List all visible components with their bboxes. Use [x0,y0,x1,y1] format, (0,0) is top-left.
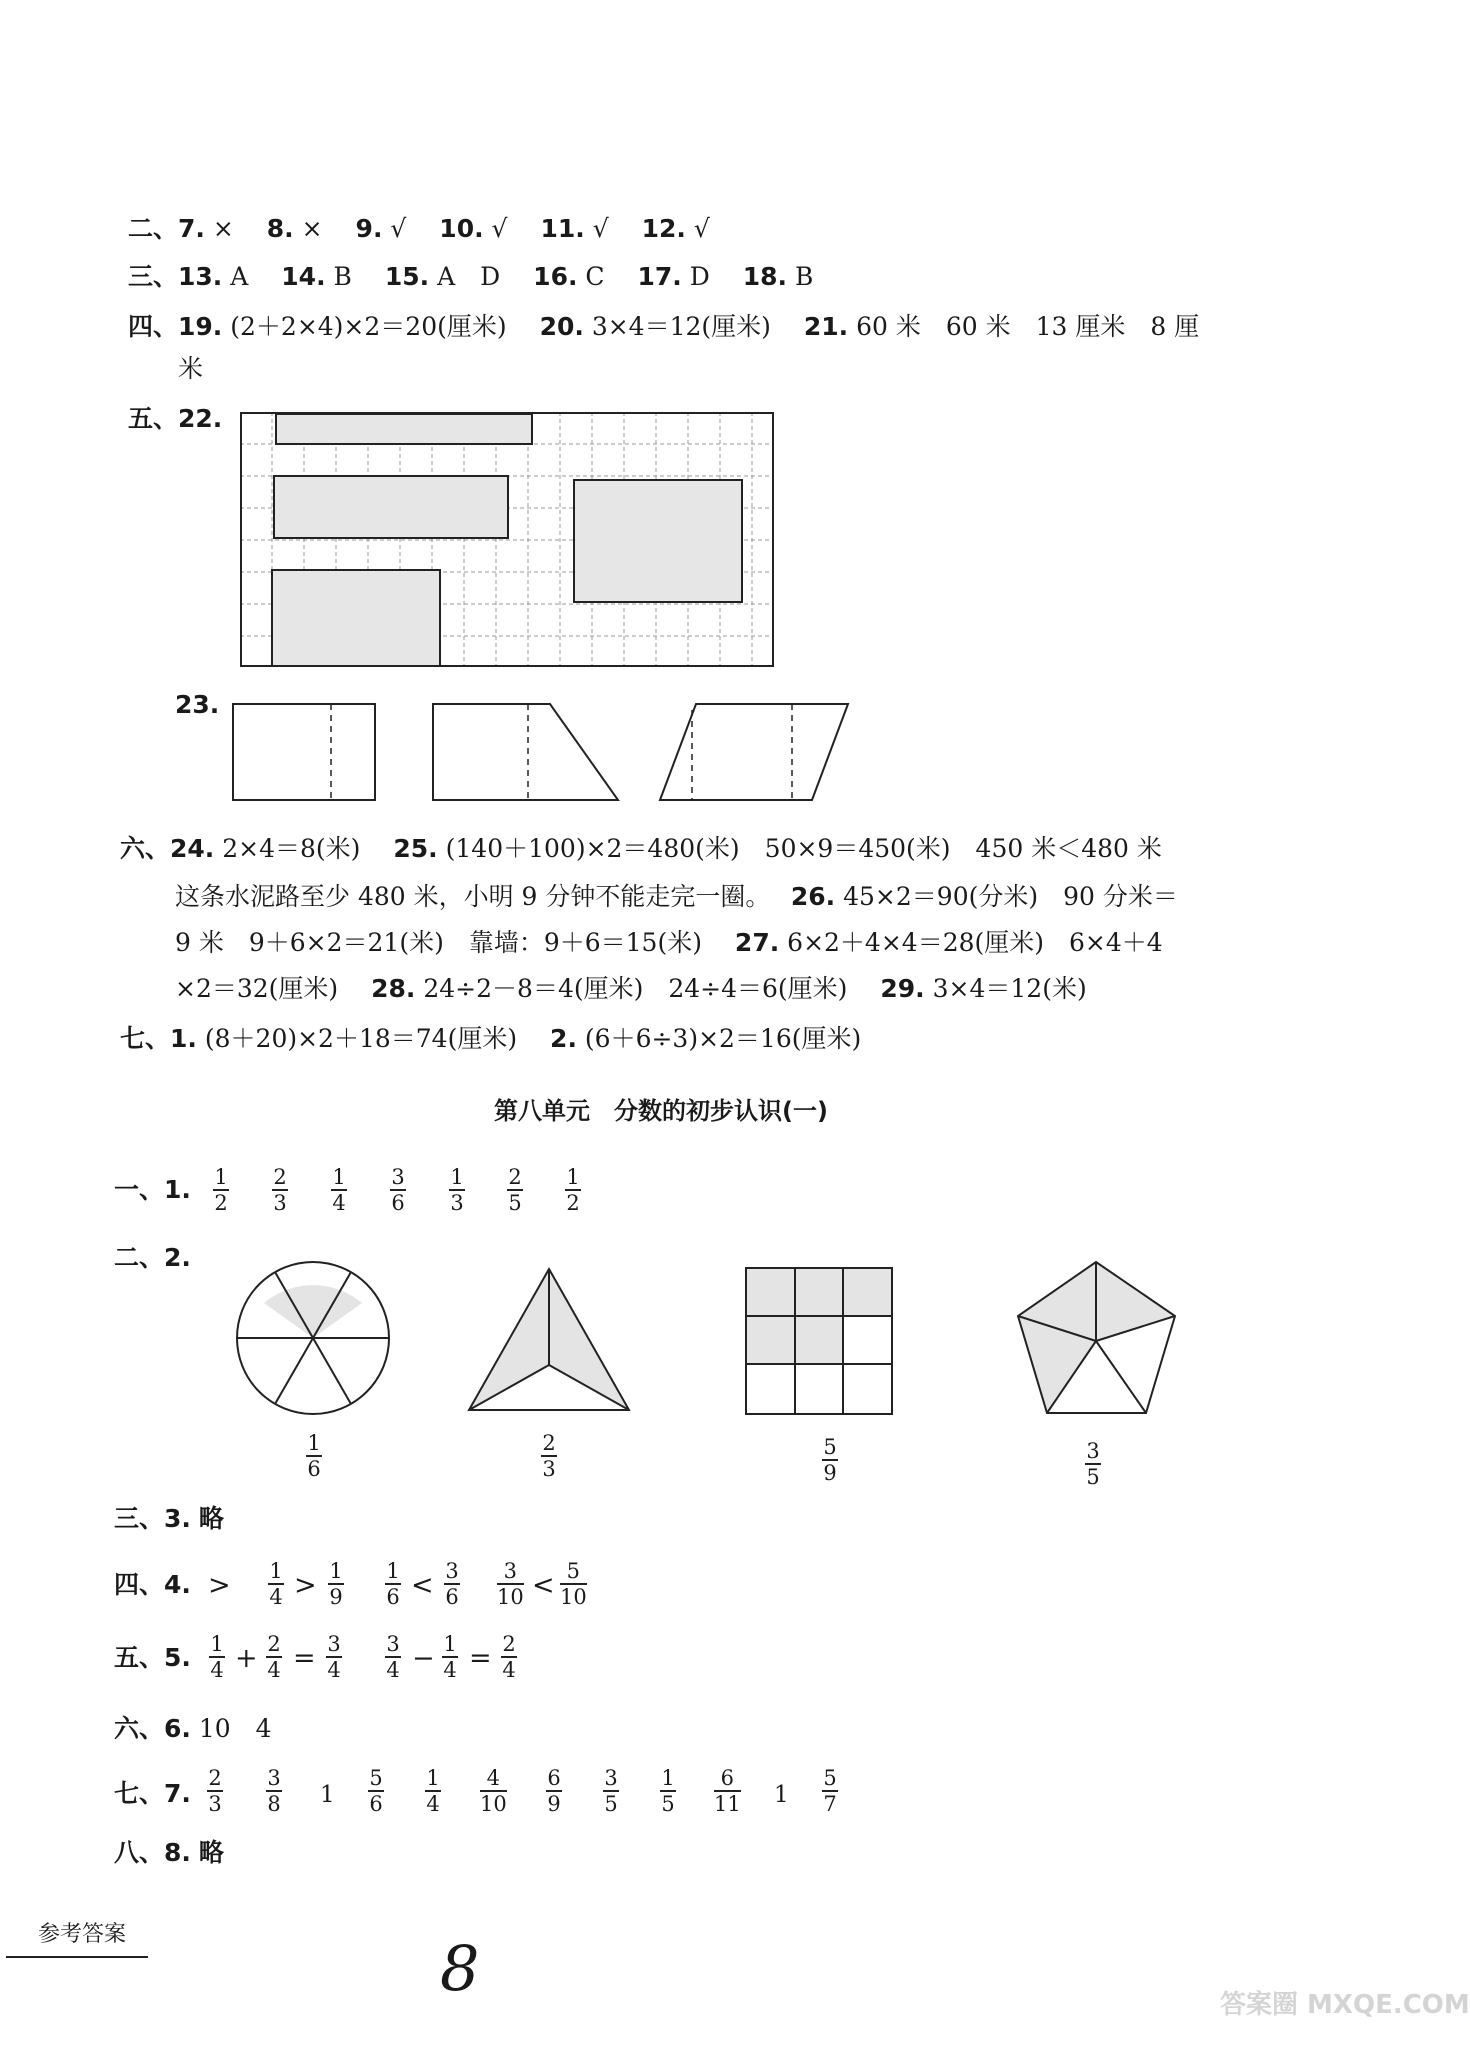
operator: = [469,1643,492,1674]
fraction: 1 4 [332,1165,346,1216]
answer-line-6-cont1 [175,882,1178,912]
comparison-sign: < [532,1570,555,1601]
question-number: 13. [178,262,223,291]
fraction: 1 3 [450,1165,464,1216]
lower-q7-label [114,1779,191,1809]
question-number: 12. [641,214,686,243]
answer: 米 [178,354,204,383]
question-number: 29. [880,974,925,1003]
question-number: 27. [734,928,780,957]
answer-line-4-cont [178,354,203,384]
triangle-two-thirds-figure [465,1265,635,1415]
question-number: 4. [164,1570,191,1599]
unit-title: 第八单元 分数的初步认识(一) [494,1097,828,1125]
question-number: 8. [164,1838,191,1867]
footer-label: 参考答案 [38,1922,127,1947]
fraction: 1 4 [269,1559,283,1610]
answer: (2＋2×4)×2＝20(厘米) [230,312,507,341]
comparison-sign: > [294,1570,317,1601]
fraction: 5 6 [369,1766,383,1817]
answer: √ [390,214,407,243]
section-number: 七、 [114,1779,165,1808]
answer: (6＋6÷3)×2＝16(厘米) [584,1024,862,1053]
figure-caption-fraction: 2 3 [542,1431,556,1482]
figure-caption-fraction: 1 6 [307,1431,321,1482]
answer: 24÷2－8＝4(厘米) 24÷4＝6(厘米) [423,974,848,1003]
fraction: 4 10 [480,1766,507,1817]
fraction: 1 4 [443,1632,457,1683]
watermark: 答案圈 MXQE.COM [1220,1990,1470,2020]
fraction: 1 9 [329,1559,343,1610]
lower-q6 [114,1714,272,1744]
answer: 9 米 9＋6×2＝21(米) 靠墙：9＋6＝15(米) [175,928,702,957]
fraction: 3 4 [327,1632,341,1683]
answer: √ [491,214,508,243]
question-number: 3. [164,1504,191,1533]
fraction: 3 10 [497,1559,524,1610]
lower-q8 [114,1838,224,1868]
answer: B [333,262,352,291]
section-number: 二、 [128,214,179,243]
circle-one-sixth-figure [230,1255,396,1421]
operator: + [235,1643,258,1674]
folded-shapes-figure [230,700,860,810]
lower-q5-label [114,1643,191,1673]
answer: A D [437,262,501,291]
fraction: 1 5 [661,1766,675,1817]
question-number: 15. [384,262,430,291]
answer-line-5 [128,404,222,434]
section-number: 六、 [120,834,171,863]
comparison-sign: > [208,1570,231,1601]
answer: D [689,262,710,291]
question-number: 23. [175,690,220,719]
figure-caption-fraction: 3 5 [1086,1439,1100,1490]
question-number: 22. [178,404,223,433]
answer: (8＋20)×2＋18＝74(厘米) [204,1024,518,1053]
fraction: 1 2 [566,1165,580,1216]
section-number: 二、 [114,1243,165,1272]
section-number: 五、 [128,404,179,433]
question-number: 24. [170,834,215,863]
answer: A [230,262,249,291]
answer: 10 4 [198,1714,272,1743]
fraction: 2 3 [208,1766,222,1817]
section-number: 三、 [128,262,179,291]
fraction: 1 2 [214,1165,228,1216]
answer: √ [592,214,609,243]
answer-line-7 [120,1024,861,1054]
question-number: 21. [803,312,849,341]
answer-line-4 [128,312,1199,342]
grid-rectangles-figure [240,412,780,672]
answer: 6×2＋4×4＝28(厘米) 6×4＋4 [787,928,1163,957]
answer: ×2＝32(厘米) [175,974,339,1003]
lower-q3 [114,1504,224,1534]
answer: 3×4＝12(米) [932,974,1087,1003]
question-number: 16. [533,262,578,291]
question-number: 11. [540,214,585,243]
fraction: 3 6 [445,1559,459,1610]
question-number: 28. [371,974,416,1003]
section-number: 五、 [114,1643,165,1672]
operator: = [293,1643,316,1674]
lower-q4-label [114,1570,191,1600]
question-number: 7. [178,214,205,243]
pentagon-three-fifths-figure [1012,1258,1182,1420]
answer-line-6-cont2 [175,928,1163,958]
operator: − [412,1643,435,1674]
question-number: 17. [637,262,682,291]
section-number: 六、 [114,1714,165,1743]
fraction: 3 8 [267,1766,281,1817]
question-number: 26. [790,882,836,911]
answer: × [212,214,234,243]
question-number: 10. [439,214,484,243]
question-number: 7. [164,1779,191,1808]
question-number: 20. [539,312,584,341]
question-number: 25. [393,834,438,863]
fraction: 2 3 [273,1165,287,1216]
lower-q2-label [114,1243,191,1273]
answer: 略 [198,1504,224,1533]
question-number: 5. [164,1643,191,1672]
answer-line-6-cont3 [175,974,1087,1004]
section-number: 四、 [128,312,179,341]
fraction: 1 4 [210,1632,224,1683]
section-number: 一、 [114,1175,165,1204]
fraction: 2 4 [267,1632,281,1683]
fraction: 1 6 [386,1559,400,1610]
fraction: 6 9 [547,1766,561,1817]
fraction: 1 4 [426,1766,440,1817]
question-23-label [175,690,219,720]
fraction: 6 11 [714,1766,741,1817]
answer: 2×4＝8(米) [222,834,361,863]
fraction: 2 4 [502,1632,516,1683]
answer: 3×4＝12(厘米) [591,312,771,341]
answer-line-3 [128,262,813,292]
question-number: 2. [550,1024,577,1053]
answer: 45×2＝90(分米) 90 分米＝ [843,882,1178,911]
fraction: 3 4 [386,1632,400,1683]
fraction: 2 5 [508,1165,522,1216]
answer: (140＋100)×2＝480(米) 50×9＝450(米) 450 米＜480 米 [445,834,1162,863]
lower-q1-label [114,1175,191,1205]
comparison-sign: < [411,1570,434,1601]
question-number: 14. [281,262,326,291]
figure-caption-fraction: 5 9 [823,1435,837,1486]
answer: 略 [198,1838,224,1867]
question-number: 1. [170,1024,197,1053]
section-number: 四、 [114,1570,165,1599]
answer-line-2 [128,214,710,244]
grid-five-ninths-figure [744,1266,894,1416]
fraction: 3 6 [391,1165,405,1216]
fraction: 5 7 [823,1766,837,1817]
whole-number: 1 [320,1782,335,1808]
question-number: 1. [164,1175,191,1204]
answer: √ [693,214,710,243]
question-number: 6. [164,1714,191,1743]
whole-number: 1 [774,1782,789,1808]
answer: 这条水泥路至少 480 米，小明 9 分钟不能走完一圈。 [175,882,758,911]
fraction: 5 10 [560,1559,587,1610]
answer-line-6 [120,834,1162,864]
answer: 60 米 60 米 13 厘米 8 厘 [856,312,1200,341]
question-number: 18. [742,262,788,291]
footer-rule [6,1956,148,1958]
section-number: 八、 [114,1838,165,1867]
answer: C [585,262,605,291]
page-number: 8 [440,1932,480,2005]
fraction: 3 5 [604,1766,618,1817]
answer: × [301,214,323,243]
question-number: 19. [178,312,223,341]
question-number: 8. [266,214,294,243]
question-number: 9. [355,214,383,243]
answer: B [795,262,814,291]
section-number: 三、 [114,1504,165,1533]
section-number: 七、 [120,1024,171,1053]
question-number: 2. [164,1243,191,1272]
